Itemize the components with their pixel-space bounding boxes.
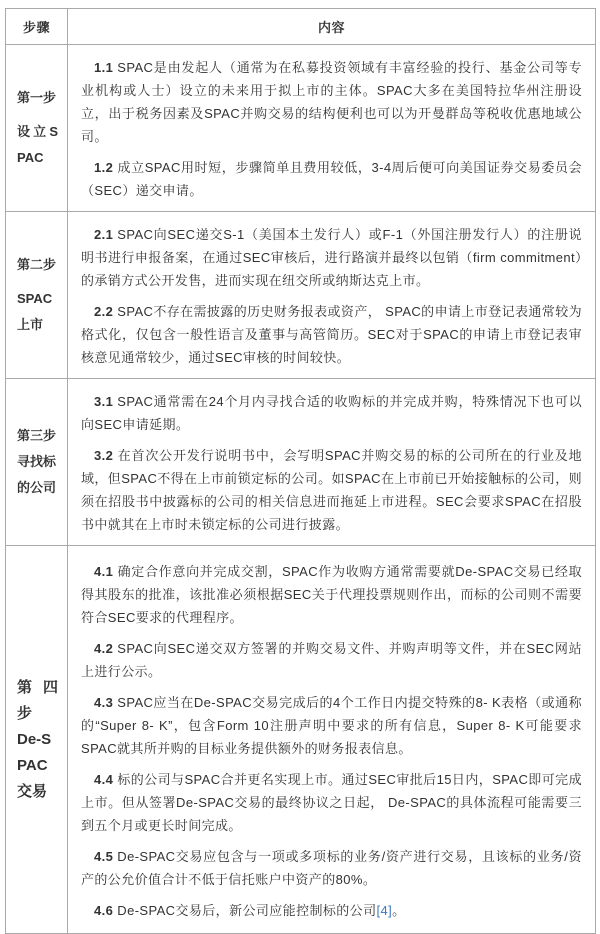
header-step: 步骤 [6, 9, 68, 45]
paragraph-text: SPAC不存在需披露的历史财务报表或资产， SPAC的申请上市登记表通常较为格式化，仅包含一般性语言及董事与高管简历。SEC对于SPAC的申请上市登记表审核意见通常较少，通过SEC审核的时间较快。 [81, 304, 582, 365]
step-label-line: 第三步 [17, 428, 57, 443]
paragraph-text-end: 。 [392, 902, 406, 918]
spac-steps-table [5, 8, 596, 934]
step-label-line: SPAC [17, 291, 53, 306]
paragraph-text: De-SPAC交易后，新公司应能控制标的公司 [117, 902, 377, 918]
paragraph-number: 1.2 [94, 160, 114, 175]
paragraph-4-5 [81, 845, 582, 891]
paragraph-number: 3.1 [94, 394, 114, 409]
paragraph-4-2 [81, 637, 582, 683]
header-row [6, 9, 596, 45]
step-content-3 [68, 379, 596, 546]
paragraph-1-2 [81, 156, 582, 202]
paragraph-text: SPAC向SEC递交双方签署的并购交易文件、并购声明等文件，并在SEC网站上进行公示。 [81, 640, 582, 679]
step-label-4 [6, 546, 68, 934]
step-label-line: 交易 [17, 782, 48, 800]
paragraph-4-1 [81, 560, 582, 629]
step-label-line: 设立S [17, 124, 58, 139]
step-label-line: 第四 [17, 678, 58, 696]
paragraph-2-1 [81, 223, 582, 292]
paragraph-number: 4.1 [94, 563, 114, 579]
step-row-2 [6, 212, 596, 379]
step-label-3 [6, 379, 68, 546]
citation-link[interactable]: [4] [376, 902, 393, 918]
step-label-line: 步 [17, 704, 33, 722]
step-row-4 [6, 546, 596, 934]
paragraph-number: 4.3 [94, 694, 114, 710]
paragraph-text: SPAC通常需在24个月内寻找合适的收购标的并完成并购，特殊情况下也可以向SEC申请延期。 [81, 394, 582, 432]
paragraph-number: 3.2 [94, 448, 114, 463]
paragraph-text: De-SPAC交易应包含与一项或多项标的业务/资产进行交易，且该标的业务/资产的公允价值合计不低于信托账户中资产的80%。 [81, 848, 582, 887]
step-label-line: PAC [17, 150, 44, 165]
paragraph-text: SPAC是由发起人（通常为在私募投资领域有丰富经验的投行、基金公司等专业机构或人士）设立的未来用于拟上市的主体。SPAC大多在美国特拉华州注册设立，出于税务因素及SPAC并购交易的结构便利也可以为开曼群岛等税收优惠地域公司。 [81, 60, 582, 144]
paragraph-2-2 [81, 300, 582, 369]
paragraph-text: SPAC向SEC递交S-1（美国本土发行人）或F-1（外国注册发行人）的注册说明书进行申报备案，在通过SEC审核后，进行路演并最终以包销（firm commitment）的承销方式公开发售，进而实现在纽交所或纳斯达克上市。 [81, 227, 582, 288]
paragraph-text: SPAC应当在De-SPAC交易完成后的4个工作日内提交特殊的8- K表格（或通称的“Super 8- K”，包含Form 10注册声明中要求的所有信息，Super 8- K可能要求SPAC就其所并购的目标业务提供额外的财务报表信息。 [81, 694, 582, 756]
paragraph-number: 2.2 [94, 304, 114, 319]
step-content-2 [68, 212, 596, 379]
paragraph-number: 4.2 [94, 640, 114, 656]
paragraph-text: 标的公司与SPAC合并更名实现上市。通过SEC审批后15日内，SPAC即可完成上市。但从签署De-SPAC交易的最终协议之日起， De-SPAC的具体流程可能需要三到五个月或更长时间完成。 [81, 771, 582, 833]
step-label-line: 的公司 [17, 480, 57, 495]
paragraph-4-4 [81, 768, 582, 837]
step-label-line: De-S [17, 730, 52, 748]
paragraph-number: 4.4 [94, 771, 114, 787]
step-label-line: 寻找标 [17, 454, 57, 469]
paragraph-4-3 [81, 691, 582, 760]
step-label-line: 第一步 [17, 90, 57, 105]
paragraph-3-1 [81, 390, 582, 436]
paragraph-number: 1.1 [94, 60, 114, 75]
paragraph-4-6 [81, 899, 582, 922]
header-content: 内容 [68, 9, 596, 45]
step-label-line: 上市 [17, 317, 44, 332]
step-content-1 [68, 45, 596, 212]
step-label-line: 第二步 [17, 257, 57, 272]
paragraph-text: 在首次公开发行说明书中，会写明SPAC并购交易的标的公司所在的行业及地域，但SPAC不得在上市前锁定标的公司。如SPAC在上市前已开始接触标的公司，则须在招股书中披露标的公司的相关信息进而拖延上市进程。SEC会要求SPAC在招股书中就其在上市时未锁定标的公司进行披露。 [81, 448, 582, 532]
paragraph-1-1 [81, 56, 582, 148]
paragraph-number: 4.5 [94, 848, 114, 864]
paragraph-3-2 [81, 444, 582, 536]
step-label-2 [6, 212, 68, 379]
paragraph-number: 2.1 [94, 227, 114, 242]
step-row-3 [6, 379, 596, 546]
paragraph-text: 成立SPAC用时短，步骤简单且费用较低，3-4周后便可向美国证券交易委员会（SEC）递交申请。 [81, 160, 582, 198]
paragraph-number: 4.6 [94, 902, 114, 918]
step-label-1 [6, 45, 68, 212]
step-row-1 [6, 45, 596, 212]
paragraph-text: 确定合作意向并完成交割，SPAC作为收购方通常需要就De-SPAC交易已经取得其股东的批准，该批准必须根据SEC关于代理投票规则作出，而标的公司则不需要符合SEC要求的代理程序。 [81, 563, 582, 625]
step-content-4 [68, 546, 596, 934]
step-label-line: PAC [17, 756, 48, 774]
